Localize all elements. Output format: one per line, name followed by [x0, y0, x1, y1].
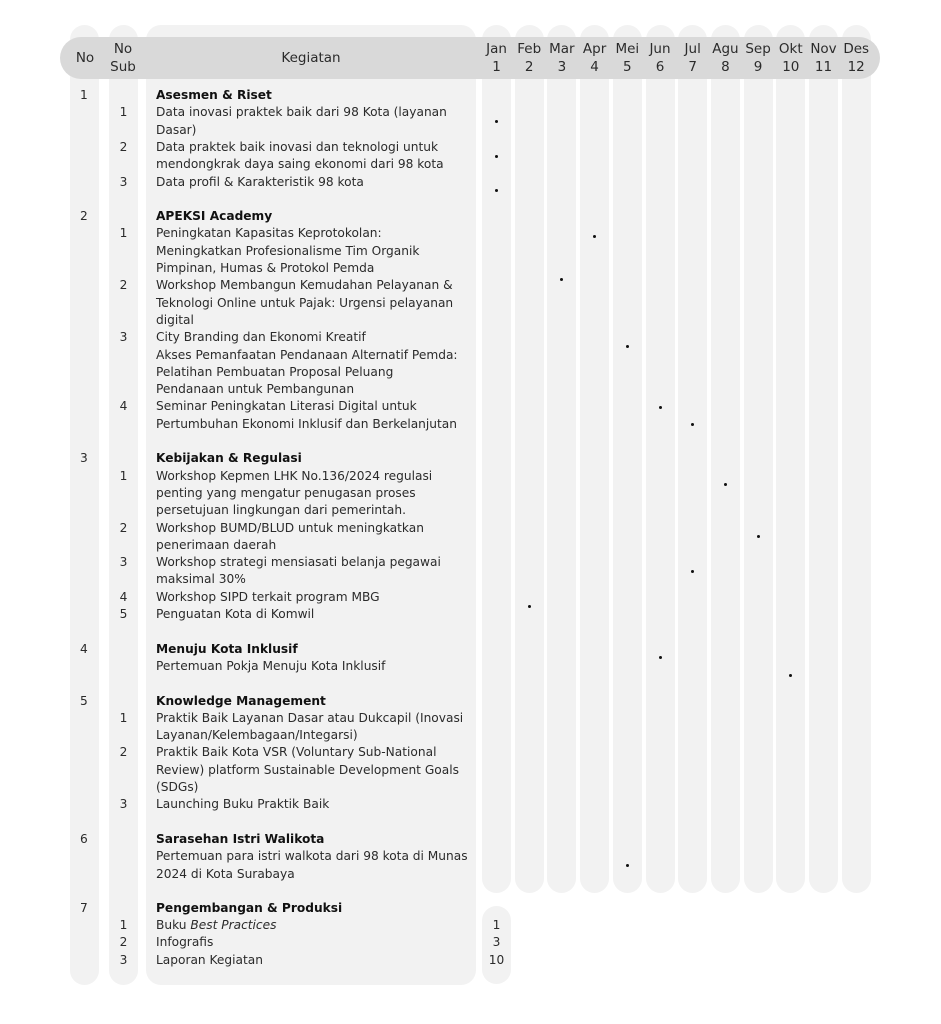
month-number: 9	[753, 59, 763, 75]
activity-text: Workshop Kepmen LHK No.136/2024 regulasi	[156, 468, 433, 483]
month-name: Apr	[582, 41, 607, 57]
month-column-feb	[515, 25, 544, 893]
month-name: Agu	[712, 41, 739, 57]
header-month-okt	[772, 37, 809, 79]
month-number: 4	[590, 59, 599, 75]
month-name: Des	[843, 41, 870, 57]
section-title: Menuju Kota Inklusif	[156, 641, 298, 656]
sub-number: 5	[119, 607, 128, 621]
activity-text: Praktik Baik Kota VSR (Voluntary Sub-National	[156, 745, 437, 760]
month-column-sep	[744, 25, 773, 893]
month-name: Okt	[778, 41, 803, 57]
sub-number: 1	[119, 918, 128, 932]
section-number: 2	[80, 209, 88, 224]
production-quantity: 1	[492, 918, 501, 932]
section-number: 6	[80, 831, 88, 846]
month-number: 8	[721, 59, 730, 75]
activity-text: Teknologi Online untuk Pajak: Urgensi pelayanan	[156, 295, 454, 310]
activity-text: penting yang mengatur penugasan proses	[156, 485, 416, 500]
activity-text: Praktik Baik Layanan Dasar atau Dukcapil (Inovasi	[156, 710, 464, 725]
activity-text: Review) platform Sustainable Development Goals	[156, 762, 459, 777]
sub-number: 1	[119, 710, 128, 725]
month-name: Feb	[517, 41, 542, 57]
activity-text: Pertemuan para istri walkota dari 98 kota di Munas	[156, 849, 468, 864]
month-number: 11	[814, 59, 833, 75]
month-name: Sep	[745, 41, 771, 57]
header-no-sub-line2: Sub	[110, 59, 136, 75]
header-no	[70, 37, 100, 79]
sub-number: 3	[119, 952, 128, 967]
header-month-apr	[576, 37, 613, 79]
production-item	[156, 952, 263, 969]
no-sub-column	[109, 25, 138, 985]
sub-number: 1	[119, 468, 128, 483]
activity-text: Workshop SIPD terkait program MBG	[156, 589, 380, 604]
month-name: Jun	[649, 41, 671, 57]
section-title: Sarasehan Istri Walikota	[156, 831, 325, 846]
production-item-label: Laporan Kegiatan	[156, 952, 263, 967]
header-month-jan	[478, 37, 515, 79]
schedule-dot	[757, 535, 760, 538]
activity-text: Pimpinan, Humas & Protokol Pemda	[156, 261, 375, 275]
activity-text: Seminar Peningkatan Literasi Digital untuk	[156, 399, 417, 414]
production-item-label: Buku	[156, 918, 191, 932]
header-kegiatan-label: Kegiatan	[281, 50, 341, 66]
month-number: 6	[655, 59, 665, 75]
sub-number: 1	[119, 105, 128, 120]
section-title: APEKSI Academy	[156, 209, 273, 224]
month-column-nov	[809, 25, 838, 893]
production-item-italic: Best Practices	[190, 918, 277, 932]
activity-text: (SDGs)	[156, 780, 199, 794]
sub-number: 4	[119, 399, 128, 414]
activity-text: mendongkrak daya saing ekonomi dari 98 kota	[156, 157, 444, 172]
sub-number: 3	[119, 174, 128, 189]
production-item	[156, 934, 213, 951]
section-number: 1	[80, 88, 88, 102]
month-number: 7	[688, 59, 697, 75]
activity-text: Launching Buku Praktik Baik	[156, 797, 330, 812]
header-month-jul	[674, 37, 711, 79]
sub-number: 2	[119, 520, 128, 535]
activity-text: Meningkatkan Profesionalisme Tim Organik	[156, 243, 420, 258]
header-month-sep	[740, 37, 777, 79]
sub-number: 1	[119, 226, 128, 241]
production-quantity: 10	[488, 952, 505, 967]
schedule-dot	[528, 605, 531, 608]
activity-text: Data profil & Karakteristik 98 kota	[156, 174, 364, 189]
activity-text: persetujuan lingkungan dari pemerintah.	[156, 503, 406, 518]
month-column-agu	[711, 25, 740, 893]
sub-number: 3	[119, 330, 128, 345]
activity-text: Peningkatan Kapasitas Keprotokolan:	[156, 226, 382, 241]
activity-text: Workshop BUMD/BLUD untuk meningkatkan	[156, 520, 424, 535]
sub-number: 2	[119, 745, 128, 760]
production-quantity: 3	[492, 935, 501, 950]
section-title: Asesmen & Riset	[156, 88, 272, 102]
month-number: 10	[782, 59, 800, 75]
section-number: 3	[80, 451, 88, 466]
sub-number: 4	[119, 589, 128, 604]
activity-text: Dasar)	[156, 122, 197, 137]
activity-text: digital	[156, 312, 194, 327]
schedule-dot	[626, 864, 629, 867]
header-month-nov	[805, 37, 842, 79]
month-name: Nov	[810, 41, 837, 57]
sub-number: 3	[119, 797, 128, 812]
month-name: Mei	[615, 41, 640, 57]
activity-text: Pertumbuhan Ekonomi Inklusif dan Berkelanjutan	[156, 416, 457, 431]
section-title: Kebijakan & Regulasi	[156, 451, 302, 466]
activity-text: Pelatihan Pembuatan Proposal Peluang	[156, 364, 394, 379]
section-number: 5	[80, 693, 88, 708]
schedule-dot	[659, 406, 662, 409]
month-column-jul	[678, 25, 707, 893]
activity-text: penerimaan daerah	[156, 537, 277, 552]
section-title: Knowledge Management	[156, 693, 326, 708]
activity-text: Pertemuan Pokja Menuju Kota Inklusif	[156, 658, 386, 673]
month-number: 5	[623, 59, 632, 75]
month-number: 3	[557, 59, 567, 75]
month-number: 2	[524, 59, 534, 75]
header-no-label: No	[75, 50, 95, 66]
schedule-dot	[626, 345, 629, 348]
header-no-sub-line1: No	[113, 41, 133, 57]
month-column-jun	[646, 25, 675, 893]
activity-text: Data inovasi praktek baik dari 98 Kota (layanan	[156, 105, 447, 120]
month-name: Jul	[684, 41, 701, 57]
section-number: 4	[80, 641, 88, 656]
header-kegiatan	[146, 37, 476, 79]
month-name: Jan	[486, 41, 507, 57]
activity-text: Data praktek baik inovasi dan teknologi untuk	[156, 139, 439, 154]
month-column-mar	[547, 25, 576, 893]
section-title: Pengembangan & Produksi	[156, 901, 343, 915]
activity-text: maksimal 30%	[156, 572, 246, 587]
activity-text: Akses Pemanfaatan Pendanaan Alternatif Pemda:	[156, 347, 458, 362]
month-column-des	[842, 25, 871, 893]
header-month-feb	[511, 37, 548, 79]
production-item-label: Infografis	[156, 935, 214, 950]
header-no-sub	[104, 37, 142, 79]
schedule-dot	[495, 155, 498, 158]
sub-number: 2	[119, 935, 128, 950]
sub-number: 2	[119, 278, 128, 293]
header-month-des	[838, 37, 875, 79]
activity-text: 2024 di Kota Surabaya	[156, 866, 295, 881]
sub-number: 3	[119, 555, 128, 570]
month-number: 12	[847, 59, 865, 75]
month-column-mei	[613, 25, 642, 893]
activity-text: Workshop strategi mensiasati belanja pegawai	[156, 555, 441, 570]
month-number: 1	[492, 59, 501, 75]
month-name: Mar	[549, 41, 575, 57]
month-column-apr	[580, 25, 609, 893]
header-month-mar	[543, 37, 580, 79]
activity-text: Workshop Membangun Kemudahan Pelayanan &	[156, 278, 453, 293]
activity-text: Layanan/Kelembagaan/Integarsi)	[156, 728, 358, 743]
activity-text: Penguatan Kota di Komwil	[156, 607, 315, 621]
header-month-mei	[609, 37, 646, 79]
header-month-agu	[707, 37, 744, 79]
section-number: 7	[80, 901, 88, 915]
production-item	[156, 917, 276, 934]
activity-text: City Branding dan Ekonomi Kreatif	[156, 330, 366, 345]
activity-text: Pendanaan untuk Pembangunan	[156, 382, 355, 397]
header-month-jun	[642, 37, 679, 79]
sub-number: 2	[119, 139, 128, 154]
month-column-okt	[776, 25, 805, 893]
